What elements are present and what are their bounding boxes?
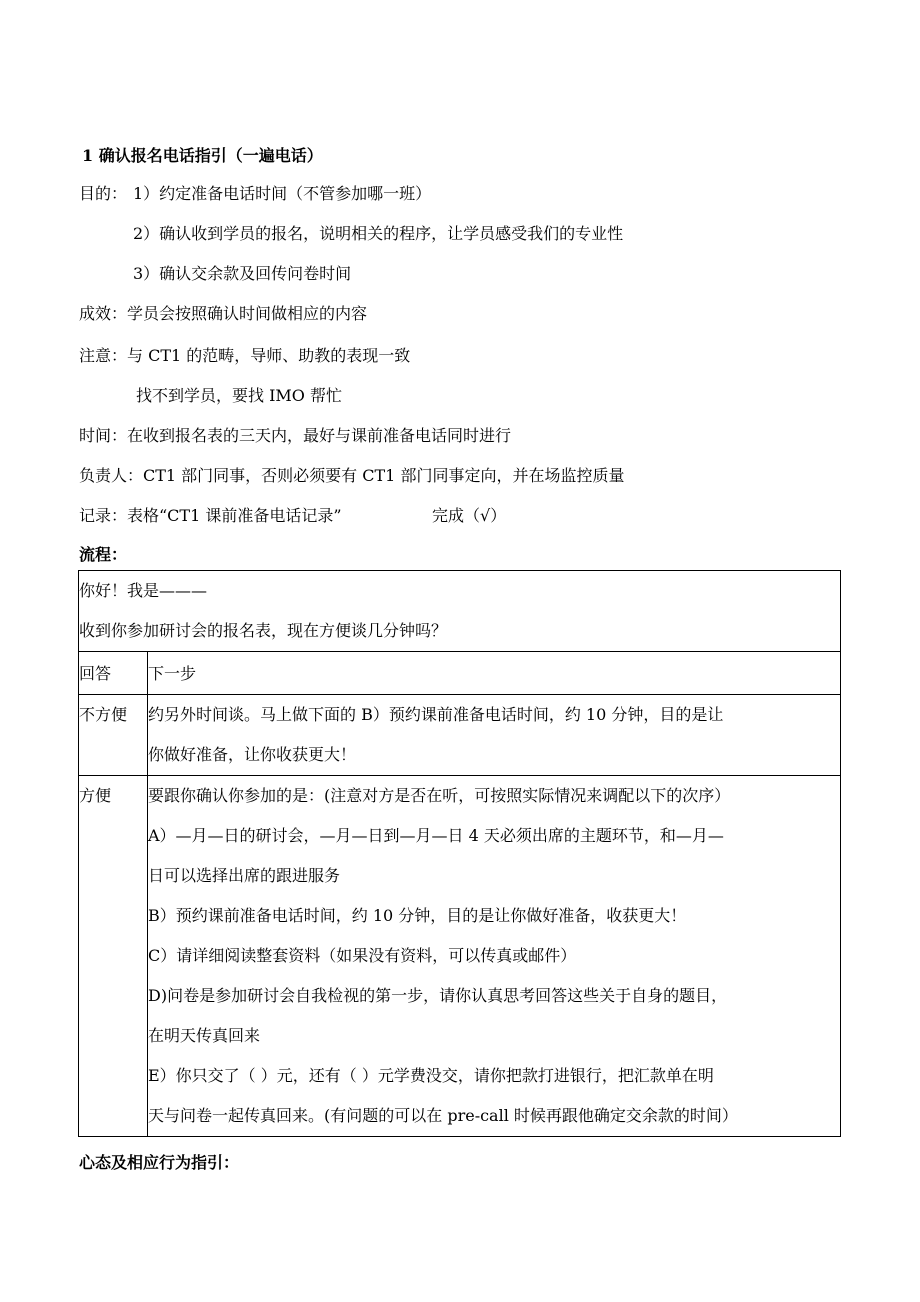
- effect-line: 成效：学员会按照确认时间做相应的内容: [79, 304, 368, 323]
- time-line: 时间：在收到报名表的三天内，最好与课前准备电话同时进行: [79, 426, 512, 445]
- row2-line-4: B）预约课前准备电话时间，约 10 分钟，目的是让你做好准备，收获更大！: [148, 906, 687, 925]
- row2-next: [148, 776, 841, 1137]
- header-answer: 回答: [79, 652, 148, 695]
- greeting-line-1: 你好！我是———: [79, 581, 208, 600]
- document-title: 1 确认报名电话指引（一遍电话）: [82, 146, 323, 165]
- owner-line: 负责人：CT1 部门同事，否则必须要有 CT1 部门同事定向，并在场监控质量: [79, 466, 625, 485]
- row2-line-5: C）请详细阅读整套资料（如果没有资料，可以传真或邮件）: [148, 946, 577, 965]
- row2-line-3: 日可以选择出席的跟进服务: [148, 866, 341, 885]
- row2-line-7: 在明天传真回来: [148, 1026, 261, 1045]
- row1-line-2: 你做好准备，让你收获更大！: [148, 745, 357, 764]
- purpose-item-3: 3）确认交余款及回传问卷时间: [133, 264, 352, 283]
- footer-label: 心态及相应行为指引：: [79, 1153, 240, 1172]
- header-next: 下一步: [148, 652, 841, 695]
- row2-line-2: A）—月—日的研讨会，—月—日到—月—日 4 天必须出席的主题环节，和—月—: [148, 826, 724, 845]
- row2-line-1: 要跟你确认你参加的是：(注意对方是否在听，可按照实际情况来调配以下的次序）: [148, 786, 731, 805]
- purpose-item-1: 1）约定准备电话时间（不管参加哪一班）: [133, 184, 432, 203]
- row2-answer: 方便: [79, 776, 148, 1137]
- row2-line-8: E）你只交了（ ）元，还有（ ）元学费没交，请你把款打进银行，把汇款单在明: [148, 1066, 714, 1085]
- flow-label: 流程：: [79, 545, 128, 564]
- greeting-line-2: 收到你参加研讨会的报名表，现在方便谈几分钟吗？: [79, 621, 448, 640]
- note-line-2: 找不到学员，要找 IMO 帮忙: [136, 386, 342, 405]
- table-header-row: [79, 652, 841, 695]
- table-row: [79, 695, 841, 776]
- purpose-item-2: 2）确认收到学员的报名，说明相关的程序，让学员感受我们的专业性: [133, 224, 624, 243]
- purpose-label: 目的：: [79, 184, 128, 203]
- record-line: 记录：表格“CT1 课前准备电话记录”: [79, 506, 342, 525]
- row2-line-6: D)问卷是参加研讨会自我检视的第一步，请你认真思考回答这些关于自身的题目，: [148, 986, 728, 1005]
- greeting-row: [79, 571, 841, 652]
- greeting-cell: [79, 571, 841, 652]
- record-status: 完成（√）: [432, 506, 507, 525]
- row1-line-1: 约另外时间谈。马上做下面的 B）预约课前准备电话时间，约 10 分钟，目的是让: [148, 705, 724, 724]
- table-row: [79, 776, 841, 1137]
- row1-next: [148, 695, 841, 776]
- flow-table: [78, 570, 841, 1137]
- note-line-1: 注意：与 CT1 的范畴，导师、助教的表现一致: [79, 346, 411, 365]
- row1-answer: 不方便: [79, 695, 148, 776]
- row2-line-9: 天与问卷一起传真回来。(有问题的可以在 pre-call 时候再跟他确定交余款的时间）: [148, 1106, 738, 1125]
